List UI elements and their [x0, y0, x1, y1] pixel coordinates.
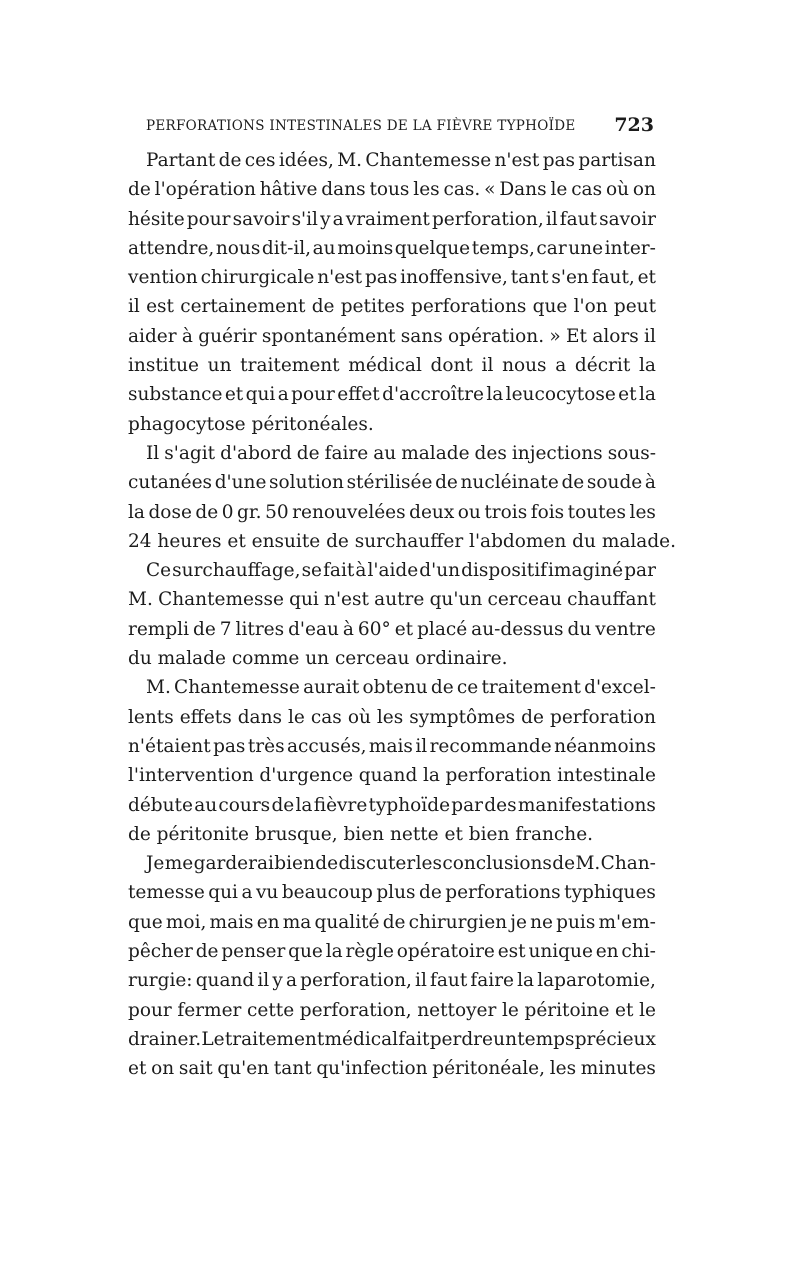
text-line: cutanées d'une solution stérilisée de nucléinate de soude à — [128, 472, 656, 494]
text-line: vention chirurgicale n'est pas inoffensive, tant s'en faut, et — [128, 267, 656, 289]
page-number: 723 — [614, 114, 654, 136]
text-line: il est certainement de petites perforations que l'on peut — [128, 296, 656, 318]
text-line: 24 heures et ensuite de surchauffer l'abdomen du malade. — [128, 530, 677, 552]
running-head — [146, 116, 654, 140]
text-line: du malade comme un cerceau ordinaire. — [128, 648, 508, 670]
text-line: temesse qui a vu beaucoup plus de perforations typhiques — [128, 882, 656, 904]
text-line: aider à guérir spontanément sans opération. » Et alors il — [128, 325, 656, 347]
paragraph — [128, 673, 656, 849]
paragraph — [128, 439, 677, 556]
text-line: lents effets dans le cas où les symptômes de perforation — [128, 706, 656, 728]
text-line: que moi, mais en ma qualité de chirurgien je ne puis m'em- — [128, 911, 656, 933]
text-line: hésite pour savoir s'il y a vraiment perforation, il faut savoir — [128, 208, 656, 230]
text-line: Partant de ces idées, M. Chantemesse n'est pas partisan — [146, 150, 656, 171]
text-line: Il s'agit d'abord de faire au malade des injections sous- — [146, 442, 656, 464]
paragraph — [128, 849, 656, 1083]
text-line: de péritonite brusque, bien nette et bien franche. — [128, 823, 594, 845]
text-line: pour fermer cette perforation, nettoyer le péritoine et le — [128, 999, 656, 1021]
text-line: débute au cours de la fièvre typhoïde par des manifestations — [128, 794, 656, 816]
text-line: et on sait qu'en tant qu'infection péritonéale, les minutes — [128, 1058, 656, 1080]
body-text — [128, 146, 677, 1084]
text-line: institue un traitement médical dont il nous a décrit la — [128, 355, 656, 377]
text-line: la dose de 0 gr. 50 renouvelées deux ou trois fois toutes les — [128, 501, 656, 523]
paragraph — [128, 146, 656, 439]
text-line: l'intervention d'urgence quand la perforation intestinale — [128, 765, 656, 787]
text-line: rurgie: quand il y a perforation, il faut faire la laparotomie, — [128, 970, 656, 992]
text-line: phagocytose péritonéales. — [128, 413, 374, 435]
text-line: M. Chantemesse aurait obtenu de ce traitement d'excel- — [146, 677, 656, 699]
text-line: rempli de 7 litres d'eau à 60° et placé au-dessus du ventre — [128, 618, 656, 640]
text-line: M. Chantemesse qui n'est autre qu'un cerceau chauffant — [128, 589, 656, 611]
text-line: substance et qui a pour effet d'accroître la leucocytose et la — [128, 384, 656, 406]
paragraph — [128, 556, 656, 673]
text-line: attendre, nous dit-il, au moins quelque temps, car une inter- — [128, 237, 656, 259]
text-line: Ce surchauffage, se fait à l'aide d'un dispositif imaginé par — [146, 560, 656, 582]
running-title: PERFORATIONS INTESTINALES DE LA FIÈVRE TYPHOÏDE — [146, 118, 576, 134]
text-line: drainer. Le traitement médical fait perdre un temps précieux — [128, 1028, 656, 1050]
text-line: pêcher de penser que la règle opératoire est unique en chi- — [128, 941, 656, 963]
text-line: n'étaient pas très accusés, mais il recommande néanmoins — [128, 735, 656, 757]
text-line: de l'opération hâtive dans tous les cas. « Dans le cas où on — [128, 179, 656, 201]
text-line: Je me garderai bien de discuter les conclusions de M. Chan- — [146, 853, 656, 875]
